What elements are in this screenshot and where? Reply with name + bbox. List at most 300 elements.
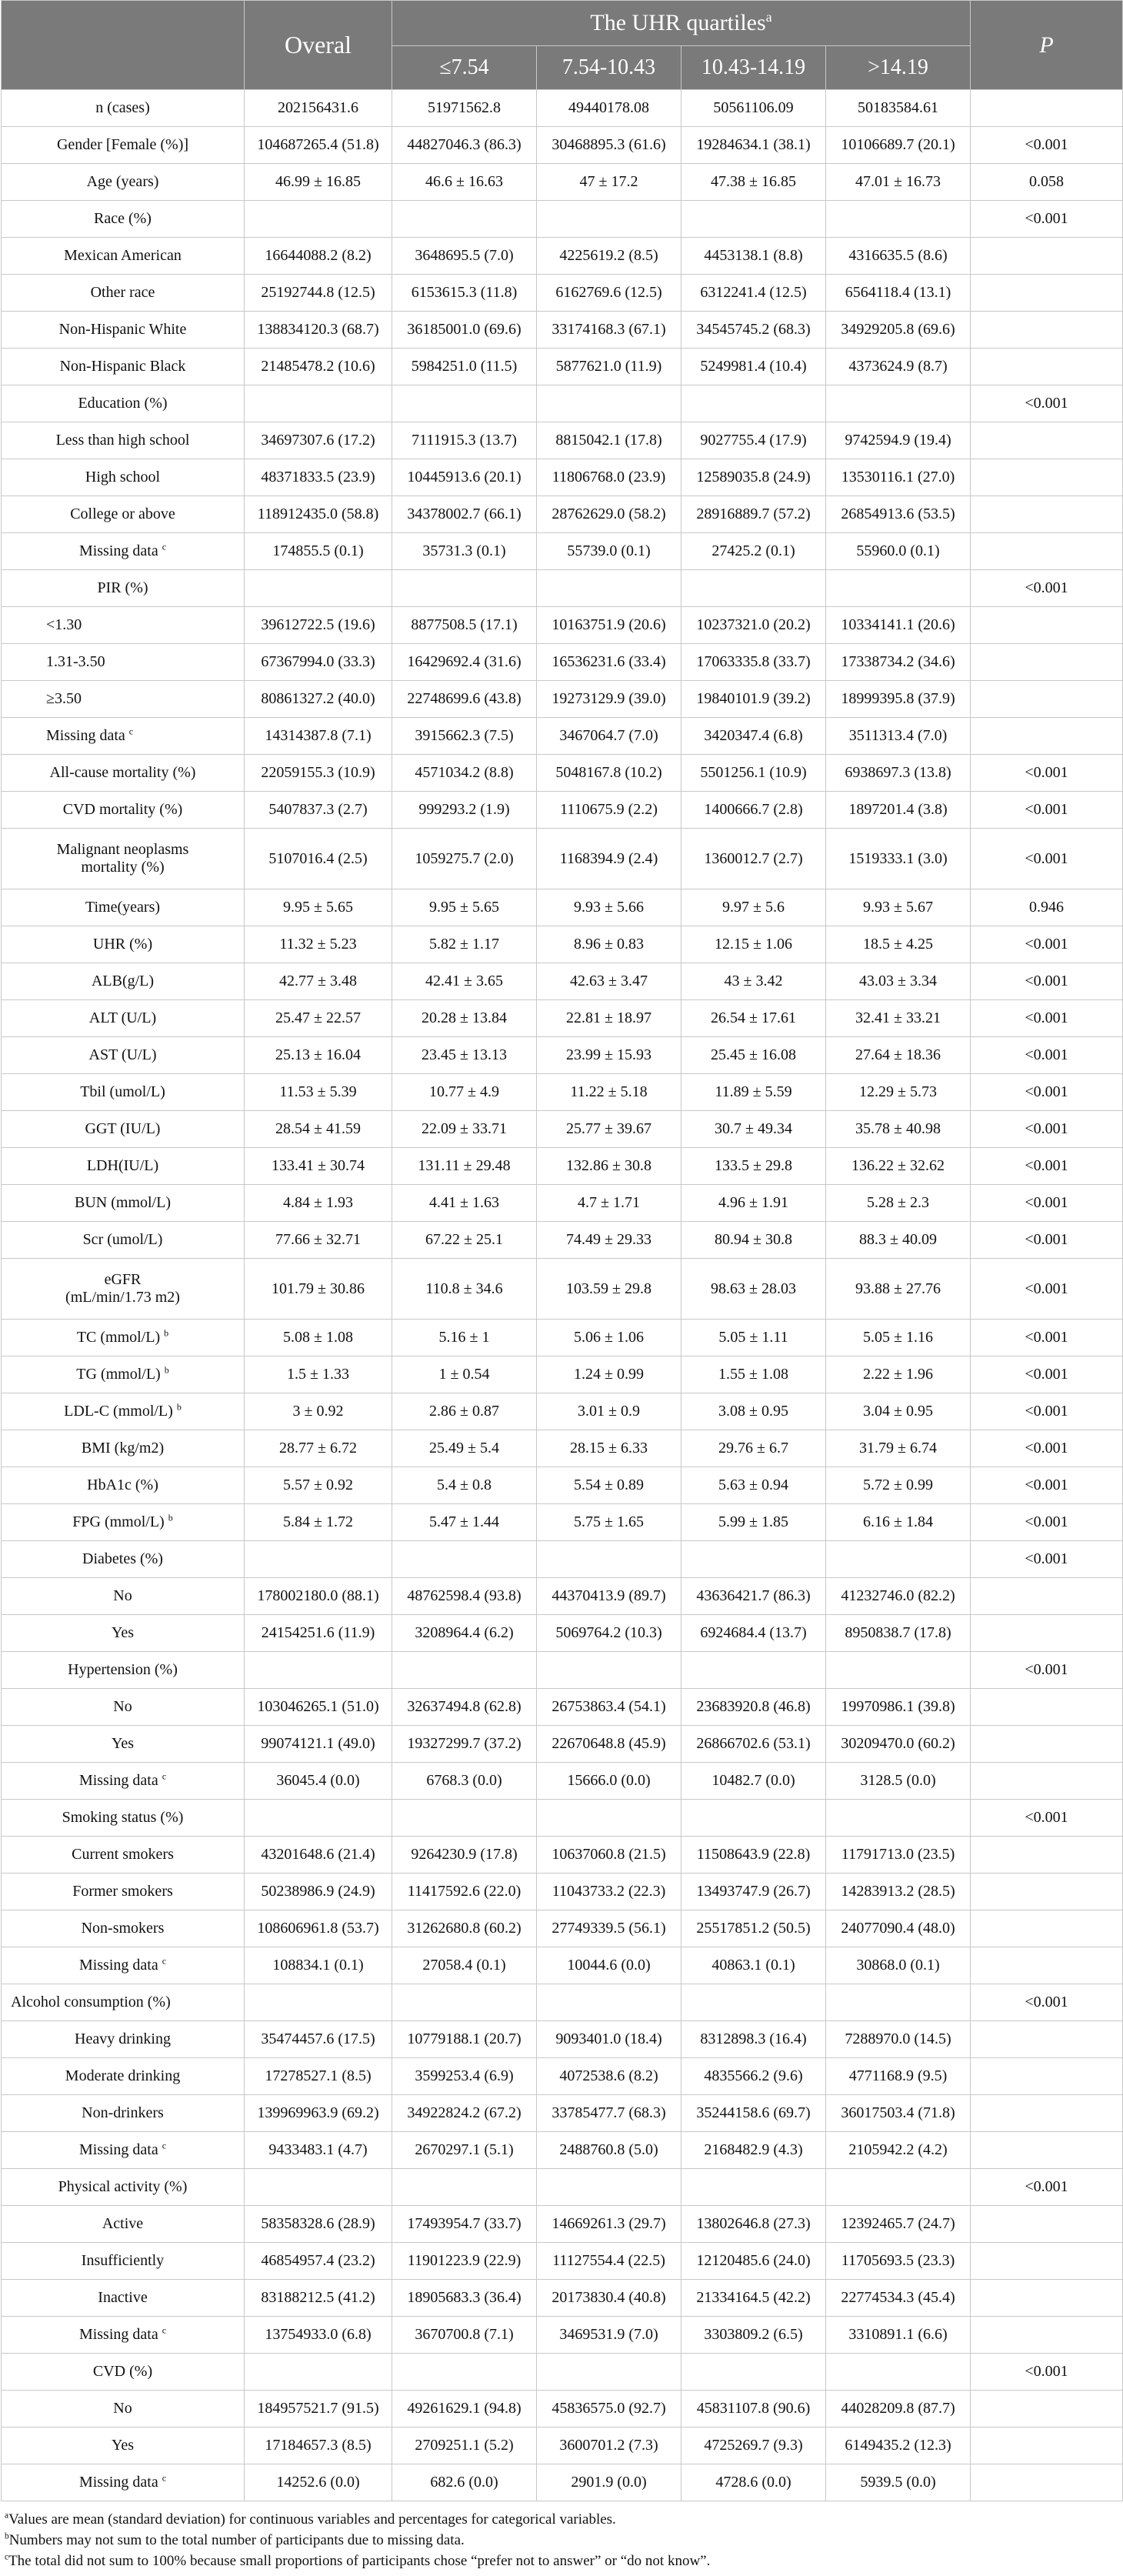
value-cell: 5048167.8 (10.2) xyxy=(537,755,681,792)
value-cell: 39612722.5 (19.6) xyxy=(245,607,392,644)
table-row xyxy=(2,1320,1123,1356)
p-value-cell: <0.001 xyxy=(971,1074,1123,1111)
p-value-cell: 0.058 xyxy=(971,164,1123,201)
value-cell xyxy=(537,570,681,607)
value-cell: 11791713.0 (23.5) xyxy=(826,1837,971,1874)
row-label-text: Non-drinkers xyxy=(82,2104,164,2121)
value-cell: 4072538.6 (8.2) xyxy=(537,2058,681,2095)
table-row xyxy=(2,1763,1123,1800)
value-cell: 5249981.4 (10.4) xyxy=(681,349,826,385)
header-quartile-2: 7.54-10.43 xyxy=(537,46,681,90)
value-cell xyxy=(681,1984,826,2021)
table-row xyxy=(2,1541,1123,1578)
value-cell: 34697307.6 (17.2) xyxy=(245,422,392,459)
row-label-text: No xyxy=(113,2400,132,2417)
value-cell: 35244158.6 (69.7) xyxy=(681,2095,826,2132)
value-cell: 17278527.1 (8.5) xyxy=(245,2058,392,2095)
value-cell: 25192744.8 (12.5) xyxy=(245,275,392,312)
value-cell: 26.54 ± 17.61 xyxy=(681,1000,826,1037)
row-label-text: Mexican American xyxy=(64,247,182,264)
value-cell: 12120485.6 (24.0) xyxy=(681,2243,826,2280)
value-cell: 19970986.1 (39.8) xyxy=(826,1689,971,1726)
row-label-text: Missing data xyxy=(78,2141,158,2158)
value-cell: 8950838.7 (17.8) xyxy=(826,1615,971,1652)
value-cell xyxy=(681,1800,826,1837)
table-row xyxy=(2,1222,1123,1259)
value-cell: 42.77 ± 3.48 xyxy=(245,963,392,1000)
value-cell: 1400666.7 (2.8) xyxy=(681,792,826,829)
value-cell xyxy=(537,1652,681,1689)
row-label-text: Non-Hispanic White xyxy=(58,321,187,338)
value-cell: 93.88 ± 27.76 xyxy=(826,1259,971,1320)
row-label xyxy=(2,164,245,201)
p-value-cell xyxy=(971,1763,1123,1800)
value-cell: 30209470.0 (60.2) xyxy=(826,1726,971,1763)
value-cell: 45836575.0 (92.7) xyxy=(537,2391,681,2428)
value-cell: 35.78 ± 40.98 xyxy=(826,1111,971,1148)
row-label-text: Yes xyxy=(111,1624,135,1641)
value-cell: 1519333.1 (3.0) xyxy=(826,829,971,889)
row-label xyxy=(2,963,245,1000)
header-quartile-1: ≤7.54 xyxy=(392,46,537,90)
row-label xyxy=(2,2317,245,2354)
value-cell: 28.77 ± 6.72 xyxy=(245,1430,392,1467)
value-cell: 3469531.9 (7.0) xyxy=(537,2317,681,2354)
row-label-text: No xyxy=(113,1698,132,1715)
value-cell: 5.75 ± 1.65 xyxy=(537,1504,681,1541)
row-label xyxy=(2,2132,245,2169)
value-cell: 11806768.0 (23.9) xyxy=(537,459,681,496)
row-label xyxy=(2,926,245,963)
row-label xyxy=(2,2021,245,2058)
p-value-cell: <0.001 xyxy=(971,1541,1123,1578)
header-overall: Overal xyxy=(245,1,392,90)
row-label xyxy=(2,755,245,792)
footnote-marker: c xyxy=(128,726,134,737)
value-cell: 4316635.5 (8.6) xyxy=(826,238,971,275)
p-value-cell xyxy=(971,2021,1123,2058)
value-cell xyxy=(826,2354,971,2391)
value-cell: 5.72 ± 0.99 xyxy=(826,1467,971,1504)
p-value-cell: <0.001 xyxy=(971,792,1123,829)
table-row xyxy=(2,2058,1123,2095)
value-cell: 17184657.3 (8.5) xyxy=(245,2428,392,2464)
footnote-marker: c xyxy=(5,2552,9,2562)
table-row xyxy=(2,90,1123,127)
p-value-cell: <0.001 xyxy=(971,1148,1123,1185)
value-cell: 40863.1 (0.1) xyxy=(681,1947,826,1984)
p-value-cell: <0.001 xyxy=(971,1222,1123,1259)
value-cell: 11901223.9 (22.9) xyxy=(392,2243,537,2280)
row-label xyxy=(2,2464,245,2501)
value-cell: 30868.0 (0.1) xyxy=(826,1947,971,1984)
value-cell: 6924684.4 (13.7) xyxy=(681,1615,826,1652)
value-cell: 139969963.9 (69.2) xyxy=(245,2095,392,2132)
value-cell: 2488760.8 (5.0) xyxy=(537,2132,681,2169)
value-cell: 3420347.4 (6.8) xyxy=(681,718,826,755)
row-label xyxy=(2,2428,245,2464)
value-cell: 20.28 ± 13.84 xyxy=(392,1000,537,1037)
value-cell: 13530116.1 (27.0) xyxy=(826,459,971,496)
value-cell: 44827046.3 (86.3) xyxy=(392,127,537,164)
value-cell: 5407837.3 (2.7) xyxy=(245,792,392,829)
p-value-cell: <0.001 xyxy=(971,1800,1123,1837)
footnote-marker: b xyxy=(164,1327,169,1339)
table-row xyxy=(2,533,1123,570)
value-cell: 26854913.6 (53.5) xyxy=(826,496,971,533)
value-cell: 27749339.5 (56.1) xyxy=(537,1910,681,1947)
table-row xyxy=(2,2391,1123,2428)
row-label-text: Smoking status (%) xyxy=(62,1809,184,1826)
row-label-text: Former smokers xyxy=(72,1883,173,1900)
value-cell: 33785477.7 (68.3) xyxy=(537,2095,681,2132)
value-cell xyxy=(826,570,971,607)
row-label-text: Yes xyxy=(111,2437,135,2454)
row-label-text: Current smokers xyxy=(72,1846,174,1863)
value-cell: 27.64 ± 18.36 xyxy=(826,1037,971,1074)
row-label-text: Non-smokers xyxy=(81,1920,165,1937)
value-cell: 16536231.6 (33.4) xyxy=(537,644,681,681)
p-value-cell: <0.001 xyxy=(971,755,1123,792)
value-cell: 34929205.8 (69.6) xyxy=(826,312,971,349)
row-label xyxy=(2,1504,245,1541)
table-row xyxy=(2,1910,1123,1947)
footnote-marker: c xyxy=(162,541,167,552)
value-cell: 1059275.7 (2.0) xyxy=(392,829,537,889)
value-cell: 1.24 ± 0.99 xyxy=(537,1356,681,1393)
row-label-text: Non-Hispanic Black xyxy=(59,358,186,375)
value-cell: 49440178.08 xyxy=(537,90,681,127)
value-cell: 11.89 ± 5.59 xyxy=(681,1074,826,1111)
value-cell: 11.22 ± 5.18 xyxy=(537,1074,681,1111)
value-cell: 27058.4 (0.1) xyxy=(392,1947,537,1984)
p-value-cell xyxy=(971,1726,1123,1763)
value-cell xyxy=(392,1541,537,1578)
value-cell: 5.05 ± 1.16 xyxy=(826,1320,971,1356)
value-cell: 3.08 ± 0.95 xyxy=(681,1393,826,1430)
value-cell: 3.04 ± 0.95 xyxy=(826,1393,971,1430)
value-cell: 16429692.4 (31.6) xyxy=(392,644,537,681)
value-cell: 5.63 ± 0.94 xyxy=(681,1467,826,1504)
table-row xyxy=(2,2021,1123,2058)
value-cell: 58358328.6 (28.9) xyxy=(245,2206,392,2243)
value-cell: 36185001.0 (69.6) xyxy=(392,312,537,349)
value-cell: 7111915.3 (13.7) xyxy=(392,422,537,459)
value-cell: 51971562.8 xyxy=(392,90,537,127)
value-cell xyxy=(392,1652,537,1689)
row-label xyxy=(2,2169,245,2206)
value-cell: 31262680.8 (60.2) xyxy=(392,1910,537,1947)
value-cell: 41232746.0 (82.2) xyxy=(826,1578,971,1615)
row-label-text: Missing data xyxy=(78,542,158,559)
value-cell: 47.01 ± 16.73 xyxy=(826,164,971,201)
row-label xyxy=(2,349,245,385)
value-cell xyxy=(245,570,392,607)
value-cell: 3670700.8 (7.1) xyxy=(392,2317,537,2354)
value-cell: 43201648.6 (21.4) xyxy=(245,1837,392,1874)
row-label xyxy=(2,1356,245,1393)
p-value-cell xyxy=(971,422,1123,459)
header-uhr-quartiles xyxy=(392,1,971,46)
row-label-text: Time(years) xyxy=(85,899,161,916)
value-cell: 11508643.9 (22.8) xyxy=(681,1837,826,1874)
value-cell: 31.79 ± 6.74 xyxy=(826,1430,971,1467)
value-cell: 28762629.0 (58.2) xyxy=(537,496,681,533)
table-row xyxy=(2,1652,1123,1689)
p-value-cell xyxy=(971,2464,1123,2501)
table-row xyxy=(2,963,1123,1000)
row-label xyxy=(2,644,245,681)
value-cell: 11417592.6 (22.0) xyxy=(392,1874,537,1910)
value-cell xyxy=(245,1800,392,1837)
value-cell: 1360012.7 (2.7) xyxy=(681,829,826,889)
table-row xyxy=(2,459,1123,496)
value-cell: 2709251.1 (5.2) xyxy=(392,2428,537,2464)
table-row xyxy=(2,2464,1123,2501)
table-row xyxy=(2,1578,1123,1615)
p-value-cell: <0.001 xyxy=(971,1259,1123,1320)
row-label-text: Tbil (umol/L) xyxy=(80,1083,165,1100)
value-cell: 1.55 ± 1.08 xyxy=(681,1356,826,1393)
value-cell: 1110675.9 (2.2) xyxy=(537,792,681,829)
table-row xyxy=(2,926,1123,963)
value-cell xyxy=(826,1541,971,1578)
value-cell: 21485478.2 (10.6) xyxy=(245,349,392,385)
value-cell: 10163751.9 (20.6) xyxy=(537,607,681,644)
value-cell: 6149435.2 (12.3) xyxy=(826,2428,971,2464)
value-cell: 32.41 ± 33.21 xyxy=(826,1000,971,1037)
row-label-text: AST (U/L) xyxy=(88,1046,157,1063)
row-label-text: <1.30 xyxy=(46,616,82,633)
value-cell xyxy=(392,2169,537,2206)
p-value-cell xyxy=(971,312,1123,349)
value-cell: 15666.0 (0.0) xyxy=(537,1763,681,1800)
value-cell: 22774534.3 (45.4) xyxy=(826,2280,971,2317)
value-cell xyxy=(826,1984,971,2021)
value-cell: 77.66 ± 32.71 xyxy=(245,1222,392,1259)
value-cell: 3511313.4 (7.0) xyxy=(826,718,971,755)
row-label-text: Scr (umol/L) xyxy=(82,1231,163,1248)
p-value-cell: <0.001 xyxy=(971,1356,1123,1393)
value-cell: 22748699.6 (43.8) xyxy=(392,681,537,718)
p-value-cell xyxy=(971,238,1123,275)
row-label xyxy=(2,1652,245,1689)
table-row xyxy=(2,2280,1123,2317)
table-row xyxy=(2,2169,1123,2206)
value-cell: 1897201.4 (3.8) xyxy=(826,792,971,829)
p-value-cell xyxy=(971,2243,1123,2280)
value-cell: 45831107.8 (90.6) xyxy=(681,2391,826,2428)
row-label xyxy=(2,1947,245,1984)
row-label-text: CVD (%) xyxy=(92,2363,153,2380)
p-value-cell: <0.001 xyxy=(971,570,1123,607)
p-value-cell xyxy=(971,1615,1123,1652)
value-cell: 5107016.4 (2.5) xyxy=(245,829,392,889)
value-cell: 10637060.8 (21.5) xyxy=(537,1837,681,1874)
value-cell: 36045.4 (0.0) xyxy=(245,1763,392,1800)
footnote-text: The total did not sum to 100% because small proportions of participants chose “prefer not to answer” or “do not know”. xyxy=(8,2553,711,2569)
value-cell: 5.06 ± 1.06 xyxy=(537,1320,681,1356)
value-cell: 14314387.8 (7.1) xyxy=(245,718,392,755)
footnote-marker: a xyxy=(765,9,772,25)
value-cell: 98.63 ± 28.03 xyxy=(681,1259,826,1320)
value-cell: 23.99 ± 15.93 xyxy=(537,1037,681,1074)
table-row xyxy=(2,1259,1123,1320)
value-cell: 35474457.6 (17.5) xyxy=(245,2021,392,2058)
header-quartile-3: 10.43-14.19 xyxy=(681,46,826,90)
value-cell: 25517851.2 (50.5) xyxy=(681,1910,826,1947)
value-cell: 10.77 ± 4.9 xyxy=(392,1074,537,1111)
row-label xyxy=(2,1467,245,1504)
header-uhr-quartiles-label: The UHR quartiles xyxy=(590,10,766,35)
table-row xyxy=(2,889,1123,926)
table-row xyxy=(2,1874,1123,1910)
row-label-text: Inactive xyxy=(98,2289,148,2306)
row-label xyxy=(2,2206,245,2243)
value-cell: 46.99 ± 16.85 xyxy=(245,164,392,201)
row-label xyxy=(2,1837,245,1874)
value-cell: 19284634.1 (38.1) xyxy=(681,127,826,164)
row-label-text: FPG (mmol/L) xyxy=(72,1513,165,1530)
value-cell: 22.81 ± 18.97 xyxy=(537,1000,681,1037)
footnote-line xyxy=(5,2551,1123,2571)
footnote-marker: c xyxy=(162,1770,167,1782)
value-cell xyxy=(537,1984,681,2021)
footnote-marker: b xyxy=(176,1401,182,1413)
value-cell: 6768.3 (0.0) xyxy=(392,1763,537,1800)
value-cell: 9433483.1 (4.7) xyxy=(245,2132,392,2169)
row-label xyxy=(2,1726,245,1763)
row-label xyxy=(2,1111,245,1148)
p-value-cell: <0.001 xyxy=(971,1467,1123,1504)
value-cell xyxy=(826,2169,971,2206)
value-cell: 9264230.9 (17.8) xyxy=(392,1837,537,1874)
row-label-text: Malignant neoplasms mortality (%) xyxy=(56,841,189,876)
value-cell: 29.76 ± 6.7 xyxy=(681,1430,826,1467)
value-cell: 14252.6 (0.0) xyxy=(245,2464,392,2501)
table-row xyxy=(2,312,1123,349)
p-value-cell xyxy=(971,2132,1123,2169)
value-cell: 26753863.4 (54.1) xyxy=(537,1689,681,1726)
value-cell: 8877508.5 (17.1) xyxy=(392,607,537,644)
row-label xyxy=(2,238,245,275)
value-cell: 32637494.8 (62.8) xyxy=(392,1689,537,1726)
table-row xyxy=(2,2428,1123,2464)
value-cell: 9.95 ± 5.65 xyxy=(245,889,392,926)
row-label xyxy=(2,681,245,718)
row-label-text: Education (%) xyxy=(78,395,168,412)
footnote-marker: a xyxy=(5,2511,9,2521)
value-cell: 67.22 ± 25.1 xyxy=(392,1222,537,1259)
row-label xyxy=(2,422,245,459)
header-p-value: P xyxy=(971,1,1123,90)
row-label xyxy=(2,1037,245,1074)
value-cell: 6564118.4 (13.1) xyxy=(826,275,971,312)
value-cell: 11.53 ± 5.39 xyxy=(245,1074,392,1111)
p-value-cell: <0.001 xyxy=(971,829,1123,889)
value-cell: 3.01 ± 0.9 xyxy=(537,1393,681,1430)
value-cell: 48762598.4 (93.8) xyxy=(392,1578,537,1615)
value-cell: 55739.0 (0.1) xyxy=(537,533,681,570)
p-value-cell xyxy=(971,2317,1123,2354)
table-row xyxy=(2,755,1123,792)
value-cell: 4835566.2 (9.6) xyxy=(681,2058,826,2095)
value-cell: 5.99 ± 1.85 xyxy=(681,1504,826,1541)
p-value-cell: <0.001 xyxy=(971,963,1123,1000)
value-cell: 24077090.4 (48.0) xyxy=(826,1910,971,1947)
value-cell: 80.94 ± 30.8 xyxy=(681,1222,826,1259)
value-cell: 178002180.0 (88.1) xyxy=(245,1578,392,1615)
value-cell xyxy=(537,201,681,238)
row-label-text: Missing data xyxy=(46,727,125,744)
value-cell: 17338734.2 (34.6) xyxy=(826,644,971,681)
value-cell: 11127554.4 (22.5) xyxy=(537,2243,681,2280)
header-blank xyxy=(2,1,245,90)
value-cell: 118912435.0 (58.8) xyxy=(245,496,392,533)
row-label-text: Insufficiently xyxy=(81,2252,165,2269)
p-value-cell xyxy=(971,1689,1123,1726)
row-label-text: Diabetes (%) xyxy=(82,1550,163,1567)
value-cell xyxy=(826,1800,971,1837)
value-cell: 44370413.9 (89.7) xyxy=(537,1578,681,1615)
table-row xyxy=(2,2243,1123,2280)
value-cell: 22670648.8 (45.9) xyxy=(537,1726,681,1763)
row-label xyxy=(2,829,245,889)
p-value-cell: <0.001 xyxy=(971,2169,1123,2206)
value-cell: 104687265.4 (51.8) xyxy=(245,127,392,164)
value-cell: 13802646.8 (27.3) xyxy=(681,2206,826,2243)
value-cell: 18.5 ± 4.25 xyxy=(826,926,971,963)
value-cell: 4725269.7 (9.3) xyxy=(681,2428,826,2464)
value-cell xyxy=(245,2354,392,2391)
value-cell: 4771168.9 (9.5) xyxy=(826,2058,971,2095)
value-cell: 133.5 ± 29.8 xyxy=(681,1148,826,1185)
row-label xyxy=(2,1615,245,1652)
table-row xyxy=(2,1111,1123,1148)
value-cell: 67367994.0 (33.3) xyxy=(245,644,392,681)
value-cell: 36017503.4 (71.8) xyxy=(826,2095,971,2132)
table-row xyxy=(2,644,1123,681)
value-cell: 50238986.9 (24.9) xyxy=(245,1874,392,1910)
row-label xyxy=(2,201,245,238)
value-cell: 5069764.2 (10.3) xyxy=(537,1615,681,1652)
value-cell: 25.45 ± 16.08 xyxy=(681,1037,826,1074)
value-cell: 42.63 ± 3.47 xyxy=(537,963,681,1000)
footnote-line xyxy=(5,2509,1123,2530)
table-row xyxy=(2,1074,1123,1111)
row-label-text: Missing data xyxy=(78,1957,158,1974)
row-label-text: ALB(g/L) xyxy=(91,973,155,989)
value-cell: 10779188.1 (20.7) xyxy=(392,2021,537,2058)
value-cell xyxy=(681,1541,826,1578)
value-cell: 33174168.3 (67.1) xyxy=(537,312,681,349)
row-label xyxy=(2,496,245,533)
value-cell: 1.5 ± 1.33 xyxy=(245,1356,392,1393)
value-cell: 24154251.6 (11.9) xyxy=(245,1615,392,1652)
value-cell: 6153615.3 (11.8) xyxy=(392,275,537,312)
table-row xyxy=(2,1148,1123,1185)
row-label-text: TC (mmol/L) xyxy=(76,1329,161,1346)
value-cell: 19273129.9 (39.0) xyxy=(537,681,681,718)
value-cell: 2670297.1 (5.1) xyxy=(392,2132,537,2169)
value-cell xyxy=(826,1652,971,1689)
row-label-text: n (cases) xyxy=(95,99,150,116)
value-cell: 42.41 ± 3.65 xyxy=(392,963,537,1000)
row-label-text: High school xyxy=(85,469,161,486)
table-row xyxy=(2,1615,1123,1652)
value-cell xyxy=(245,1652,392,1689)
value-cell: 34378002.7 (66.1) xyxy=(392,496,537,533)
